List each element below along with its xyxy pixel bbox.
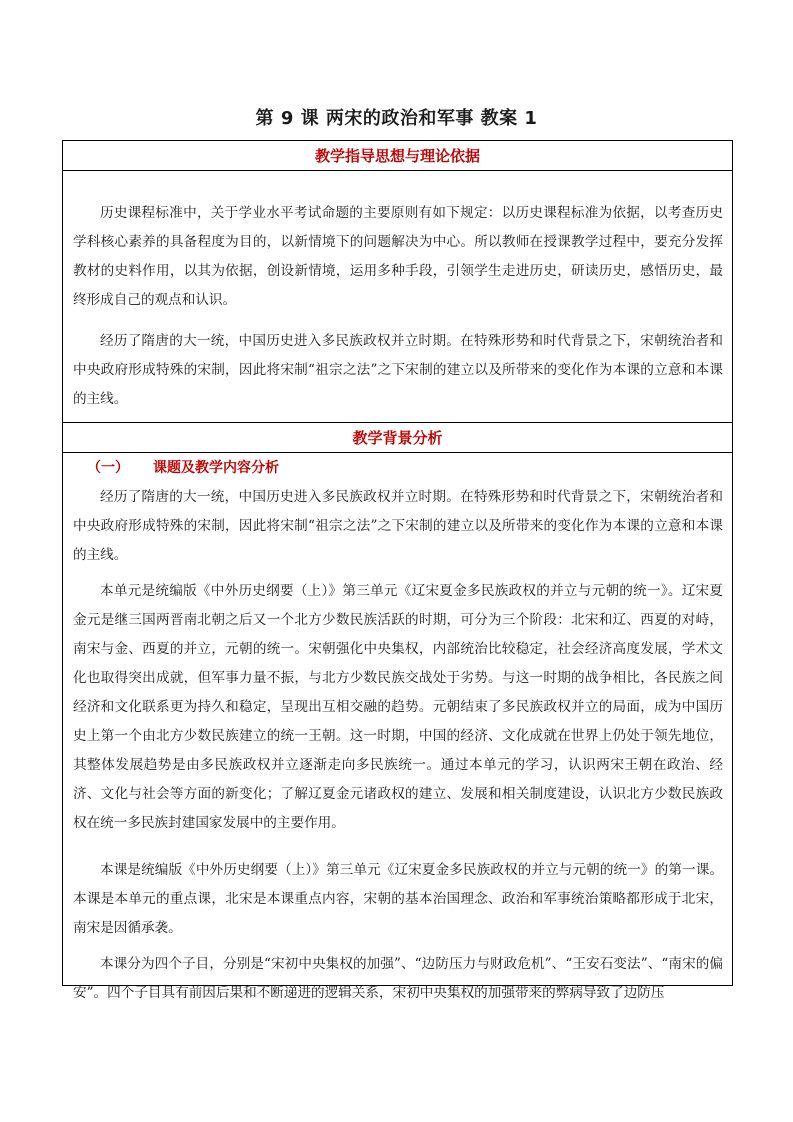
paragraph: 经历了隋唐的大一统，中国历史进入多民族政权并立时期。在特殊形势和时代背景之下，宋朝统治者和中央政府形成特殊的宋制，因此将宋制“祖宗之法”之下宋制的建立以及所带来的变化作为本课的立意和本课的主线。 bbox=[73, 489, 723, 563]
section-heading-guiding-thought: 教学指导思想与理论依据 bbox=[63, 141, 732, 171]
subsection-heading bbox=[87, 454, 279, 482]
paragraph: 本课分为四个子目，分别是“宋初中央集权的加强”、“边防压力与财政危机”、“王安石变法”、“南宋的偏安”。四个子目具有前因后果和不断递进的逻辑关系，宋初中央集权的加强带来的弊病导致了边防压 bbox=[73, 956, 723, 1001]
subsection-number: （一） bbox=[87, 460, 129, 476]
subsection-title: 课题及教学内容分析 bbox=[153, 460, 279, 476]
paragraph: 本课是统编版《中外历史纲要（上）》第三单元《辽宋夏金多民族政权的并立与元朝的统一》的第一课。本课是本单元的重点课，北宋是本课重点内容，宋朝的基本治国理念、政治和军事统治策略都形成于北宋，南宋是因循承袭。 bbox=[73, 862, 723, 936]
document-title: 第 9 课 两宋的政治和军事 教案 1 bbox=[255, 108, 538, 129]
lesson-plan-table bbox=[62, 140, 733, 1001]
paragraph: 本单元是统编版《中外历史纲要（上）》第三单元《辽宋夏金多民族政权的并立与元朝的统一》。辽宋夏金元是继三国两晋南北朝之后又一个北方少数民族活跃的时期，可分为三个阶段：北宋和辽、西夏的对峙，南宋与金、西夏的并立，元朝的统一。宋朝强化中央集权，内部统治比较稳定，社会经济高度发展，学术文化也取得突出成就，但军事力量不振，与北方少数民族交战处于劣势。与这一时期的战争相比，各民族之间经济和文化联系更为持久和稳定，呈现出互相交融的趋势。元朝结束了多民族政权并立的局面，成为中国历史上第一个由北方少数民族建立的统一王朝。这一时期，中国的经济、文化成就在世界上仍处于领先地位，其整体发展趋势是由多民族政权并立逐渐走向多民族统一。通过本单元的学习，认识两宋王朝在政治、经济、文化与社会等方面的新变化；了解辽夏金元诸政权的建立、发展和相关制度建设，认识北方少数民族政权在统一多民族封建国家发展中的主要作用。 bbox=[73, 583, 723, 831]
paragraph: 经历了隋唐的大一统，中国历史进入多民族政权并立时期。在特殊形势和时代背景之下，宋朝统治者和中央政府形成特殊的宋制，因此将宋制“祖宗之法”之下宋制的建立以及所带来的变化作为本课的立意和本课的主线。 bbox=[73, 333, 723, 407]
section-heading-background-analysis: 教学背景分析 bbox=[63, 422, 732, 453]
paragraph: 历史课程标准中，关于学业水平考试命题的主要原则有如下规定：以历史课程标准为依据，以考查历史学科核心素养的具备程度为目的，以新情境下的问题解决为中心。所以教师在授课教学过程中，要充分发挥教材的史料作用，以其为依据，创设新情境，运用多种手段，引领学生走进历史，研读历史，感悟历史，最终形成自己的观点和认识。 bbox=[73, 205, 723, 308]
